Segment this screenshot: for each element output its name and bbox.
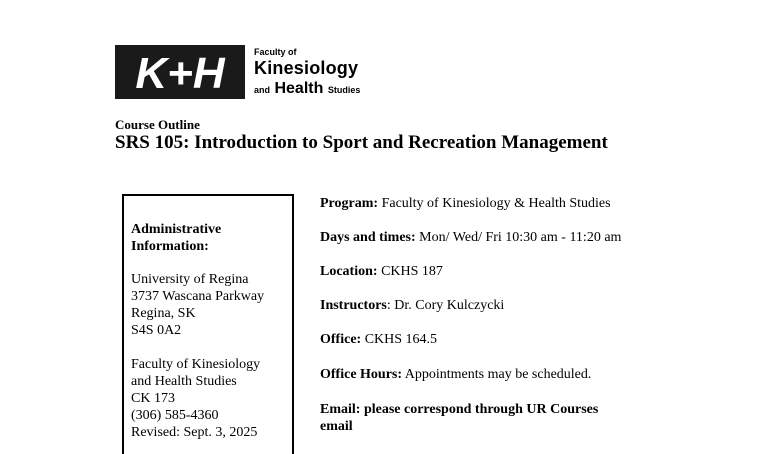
instructors-value: : Dr. Cory Kulczycki (386, 298, 505, 313)
faculty-line: CK 173 (131, 391, 175, 406)
program-value: Faculty of Kinesiology & Health Studies (381, 196, 611, 211)
admin-heading-line1: Administrative (131, 222, 222, 237)
days-times-row (320, 230, 621, 246)
logo-mark-text: K+H (135, 49, 225, 98)
instructors-label: Instructors (320, 298, 387, 313)
program-label: Program: (320, 196, 379, 211)
faculty-of-text: Faculty of (254, 47, 297, 57)
address-line: 3737 Wascana Parkway (131, 289, 265, 304)
course-title: SRS 105: Introduction to Sport and Recreation Management (115, 132, 608, 153)
and-text: and (254, 85, 271, 95)
faculty-line: and Health Studies (131, 374, 237, 389)
instructors-row (320, 298, 504, 314)
email-note (320, 401, 598, 435)
location-label: Location: (320, 264, 378, 279)
university-address (131, 271, 284, 339)
location-row (320, 264, 443, 280)
email-line1: Email: please correspond through UR Courses (320, 402, 599, 417)
studies-text: Studies (327, 85, 361, 95)
office-hours-value: Appointments may be scheduled. (404, 367, 592, 382)
faculty-phone: (306) 585-4360 (131, 408, 219, 423)
office-hours-label: Office Hours: (320, 367, 403, 382)
address-line: Regina, SK (131, 306, 196, 321)
program-row (320, 196, 611, 212)
admin-heading-line2: Information: (131, 239, 209, 254)
admin-info-box (122, 194, 294, 454)
office-label: Office: (320, 332, 362, 347)
email-line2: email (320, 419, 353, 434)
kinesiology-text: Kinesiology (254, 58, 359, 78)
days-value: Mon/ Wed/ Fri 10:30 am - 11:20 am (419, 230, 622, 245)
office-row (320, 332, 437, 348)
faculty-contact (131, 356, 284, 441)
revised-date: Revised: Sept. 3, 2025 (131, 425, 258, 440)
admin-info-heading (131, 221, 284, 255)
address-line: University of Regina (131, 272, 249, 287)
location-value: CKHS 187 (381, 264, 443, 279)
and-health-studies (254, 80, 360, 98)
address-line: S4S 0A2 (131, 323, 182, 338)
health-text: Health (274, 80, 324, 97)
office-value: CKHS 164.5 (364, 332, 438, 347)
faculty-line: Faculty of Kinesiology (131, 357, 261, 372)
kh-logo (115, 45, 245, 99)
course-outline-label: Course Outline (115, 117, 200, 132)
days-label: Days and times: (320, 230, 416, 245)
office-hours-row (320, 367, 591, 383)
